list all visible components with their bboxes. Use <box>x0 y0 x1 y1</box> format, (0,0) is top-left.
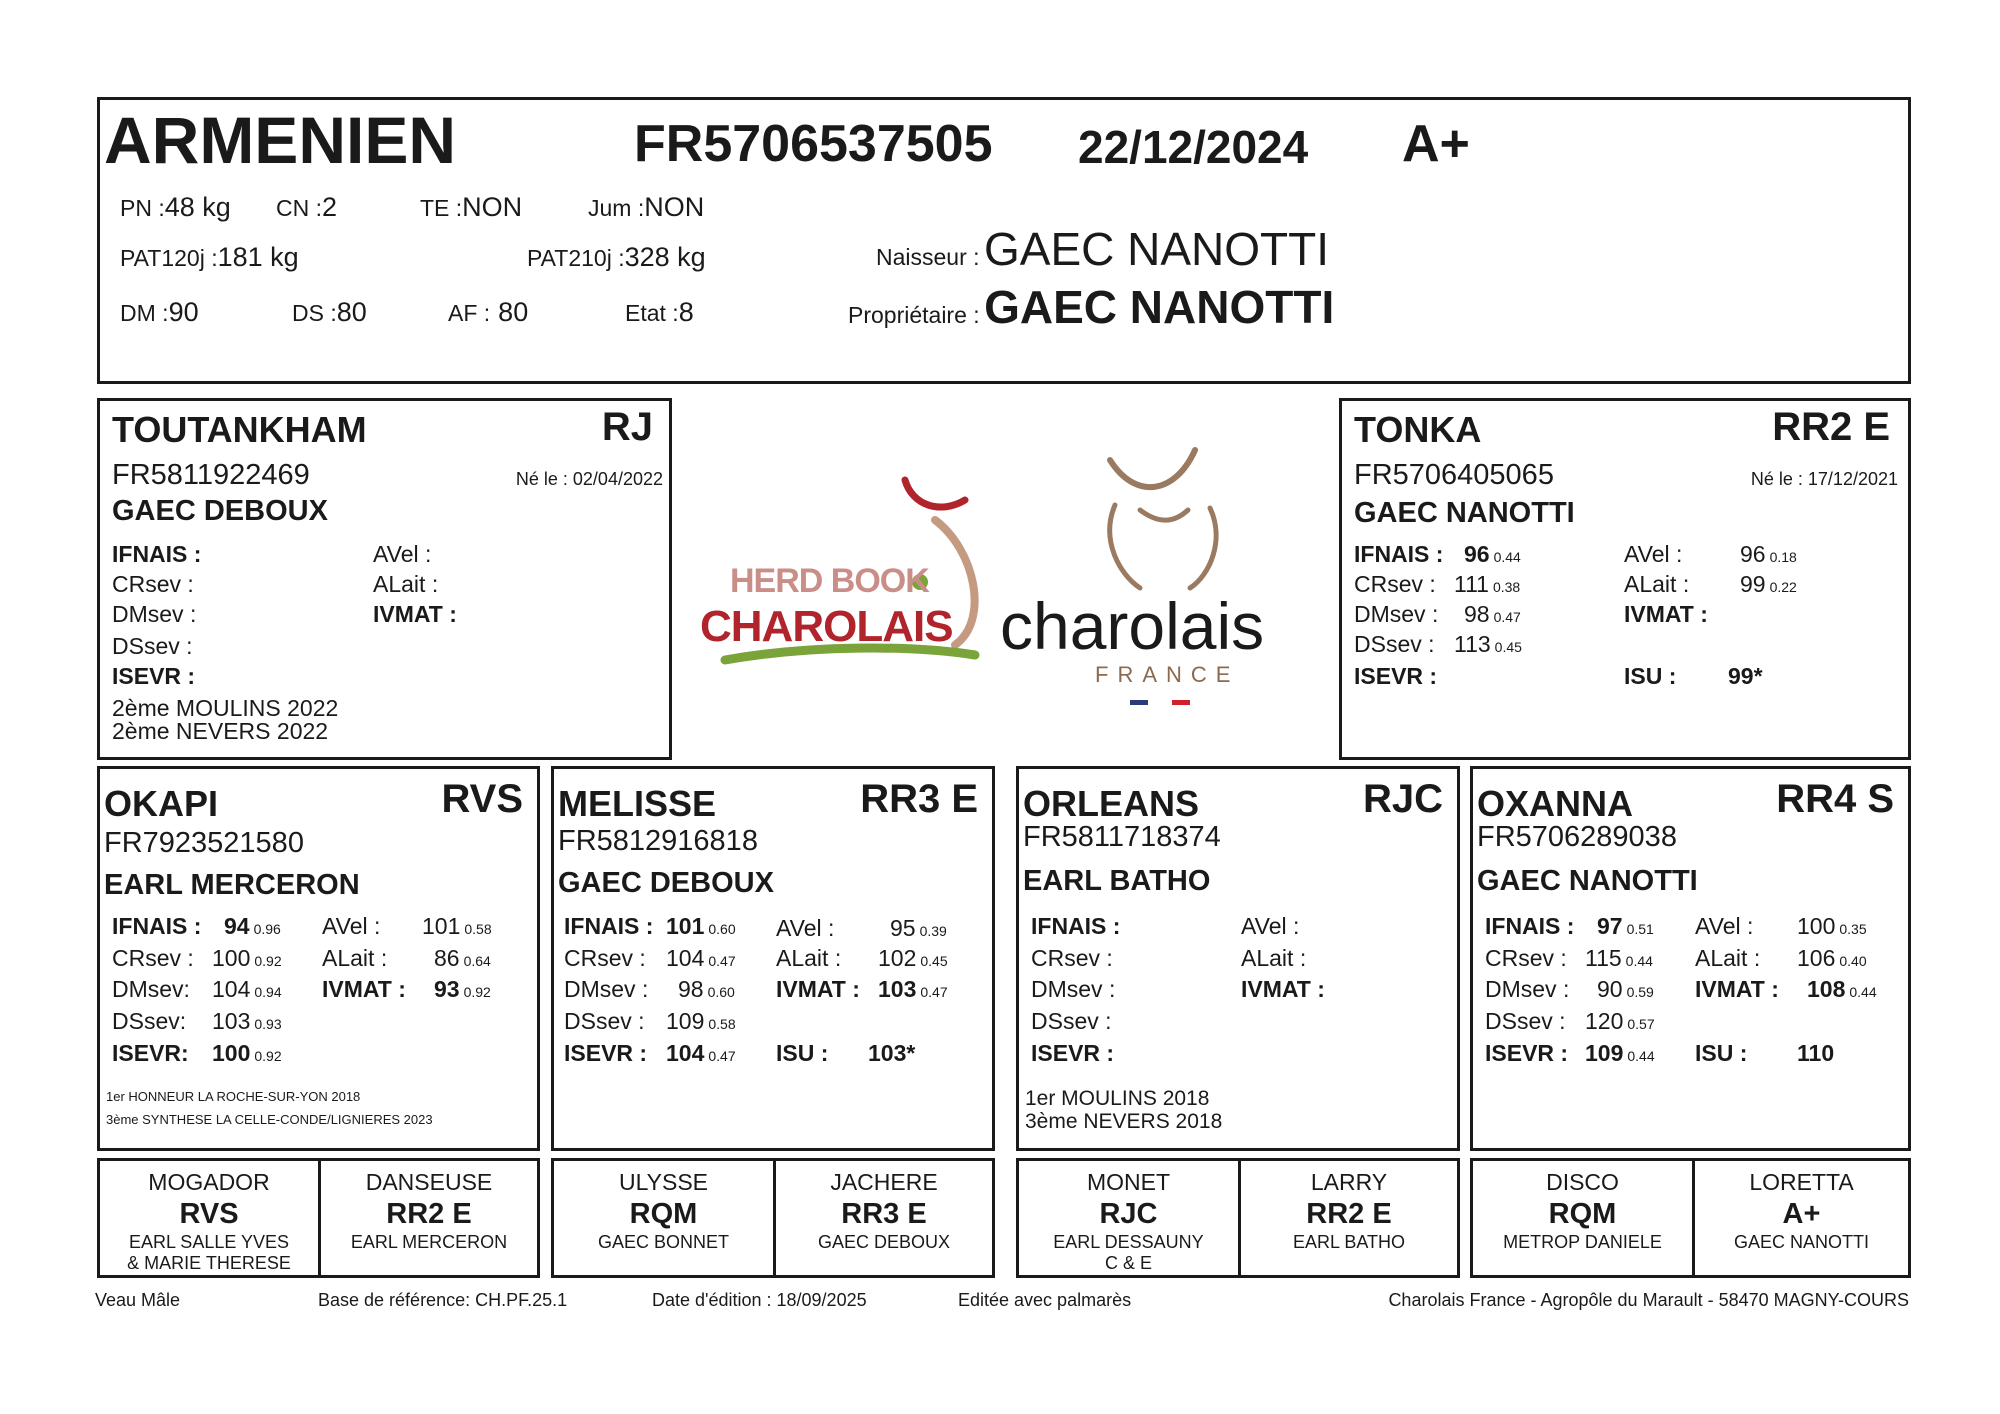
gp-box-melisse <box>551 766 995 1151</box>
animal-header-box <box>97 97 1911 384</box>
gp-isevr: 109 0.44 <box>1585 1040 1655 1066</box>
gp-ifnais: 94 0.96 <box>224 913 281 939</box>
cn-field: CN :2 <box>276 192 338 222</box>
ggp-owner-1: EARL DESSAUNY <box>1053 1232 1204 1252</box>
gp-name: MELISSE <box>558 783 717 824</box>
animal-id: FR5706537505 <box>634 115 993 173</box>
sire-alait-label: ALait : <box>373 571 439 597</box>
sire-dmsev-label: DMsev : <box>112 601 197 627</box>
sire-id: FR5811922469 <box>112 459 310 491</box>
animal-date: 22/12/2024 <box>1078 121 1309 173</box>
ggp-grade: RQM <box>1548 1198 1617 1230</box>
ggp-cell <box>554 1161 776 1275</box>
charolais-france-sub: FRANCE <box>1095 662 1240 687</box>
gp-avel: 100 0.35 <box>1797 913 1867 939</box>
sire-avel-label: AVel : <box>373 541 432 567</box>
gp-ifnais: 101 0.60 <box>666 913 736 939</box>
gp-ivmat-label: IVMAT : <box>322 976 406 1002</box>
gp-alait-label: ALait : <box>1695 945 1761 971</box>
ggp-owner-1: GAEC NANOTTI <box>1733 1232 1869 1252</box>
footer-palmares: Editée avec palmarès <box>958 1290 1132 1310</box>
gp-dssev: 109 0.58 <box>666 1008 736 1034</box>
gp-award-1: 1er HONNEUR LA ROCHE-SUR-YON 2018 <box>106 1089 361 1104</box>
pn-field: PN :48 kg <box>120 192 231 222</box>
ggp-owner-1: EARL BATHO <box>1292 1232 1406 1252</box>
gp-id: FR5811718374 <box>1023 821 1221 853</box>
gp-alait: 86 0.64 <box>434 945 491 971</box>
herdbook-logo <box>690 470 1000 680</box>
gp-alait: 102 0.45 <box>878 945 948 971</box>
footer-sex: Veau Mâle <box>95 1290 181 1310</box>
charolais-word: charolais <box>1000 589 1265 663</box>
ggp-group-1 <box>97 1158 540 1278</box>
sire-ivmat-label: IVMAT : <box>373 601 457 627</box>
sire-crsev-label: CRsev : <box>112 571 194 597</box>
dam-id: FR5706405065 <box>1354 459 1554 491</box>
dam-alait: 99 0.22 <box>1740 571 1797 597</box>
ggp-owner-1: GAEC DEBOUX <box>817 1232 951 1252</box>
gp-id: FR5706289038 <box>1477 821 1677 853</box>
gp-dssev-label: DSsev : <box>1485 1008 1566 1034</box>
gp-dmsev: 90 0.59 <box>1597 976 1654 1002</box>
sire-birth: Né le : 02/04/2022 <box>515 469 663 489</box>
gp-crsev-label: CRsev : <box>1031 945 1113 971</box>
gp-crsev-label: CRsev : <box>112 945 194 971</box>
ggp-grade: A+ <box>1782 1198 1821 1230</box>
gp-avel: 101 0.58 <box>422 913 492 939</box>
ggp-grade: RQM <box>629 1198 698 1230</box>
ggp-cell <box>1695 1161 1908 1275</box>
ggp-cell <box>1019 1161 1241 1275</box>
gp-dssev: 103 0.93 <box>212 1008 282 1034</box>
footer-base: Base de référence: CH.PF.25.1 <box>318 1290 568 1310</box>
ggp-group-3 <box>1016 1158 1460 1278</box>
sire-award-2: 2ème NEVERS 2022 <box>112 718 329 744</box>
gp-isevr: 104 0.47 <box>666 1040 736 1066</box>
gp-avel-label: AVel : <box>1695 913 1754 939</box>
animal-grade: A+ <box>1402 115 1470 173</box>
ggp-name: JACHERE <box>830 1169 938 1195</box>
gp-crsev: 104 0.47 <box>666 945 736 971</box>
gp-dssev: 120 0.57 <box>1585 1008 1655 1034</box>
ggp-owner-1: METROP DANIELE <box>1503 1232 1662 1252</box>
dam-crsev: 111 0.38 <box>1454 571 1521 597</box>
gp-ifnais: 97 0.51 <box>1597 913 1654 939</box>
gp-award-2: 3ème SYNTHESE LA CELLE-CONDE/LIGNIERES 2023 <box>106 1112 433 1127</box>
ggp-grade: RR2 E <box>386 1198 472 1230</box>
gp-alait-label: ALait : <box>776 945 842 971</box>
gp-dssev-label: DSsev: <box>112 1008 187 1034</box>
te-field: TE :NON <box>420 192 523 222</box>
gp-crsev: 100 0.92 <box>212 945 282 971</box>
ggp-owner-1: EARL SALLE YVES <box>128 1232 290 1252</box>
footer-edition: Date d'édition : 18/09/2025 <box>652 1290 867 1310</box>
gp-crsev: 115 0.44 <box>1585 945 1653 971</box>
ggp-name: DISCO <box>1546 1169 1619 1195</box>
gp-box-okapi <box>97 766 540 1151</box>
af-field: AF : 80 <box>448 297 529 327</box>
gp-id: FR7923521580 <box>104 827 304 859</box>
gp-dssev-label: DSsev : <box>1031 1008 1112 1034</box>
dam-dmsev-label: DMsev : <box>1354 601 1439 627</box>
ggp-name: LORETTA <box>1749 1169 1854 1195</box>
dam-alait-label: ALait : <box>1624 571 1690 597</box>
gp-dmsev-label: DMsev : <box>1485 976 1570 1002</box>
gp-isevr-label: ISEVR : <box>1031 1040 1115 1066</box>
gp-alait-label: ALait : <box>1241 945 1307 971</box>
gp-dmsev-label: DMsev: <box>112 976 190 1002</box>
dam-dssev-label: DSsev : <box>1354 631 1435 657</box>
etat-field: Etat :8 <box>625 297 694 327</box>
gp-ivmat: 93 0.92 <box>434 976 491 1002</box>
pat210-field: PAT210j :328 kg <box>527 242 706 272</box>
proprietaire-field: Propriétaire : GAEC NANOTTI <box>848 281 1335 333</box>
ggp-owner-1: GAEC BONNET <box>597 1232 730 1252</box>
ggp-owner-1: EARL MERCERON <box>350 1232 508 1252</box>
gp-isu: 110 <box>1797 1040 1835 1066</box>
gp-dmsev-label: DMsev : <box>564 976 649 1002</box>
dam-ivmat-label: IVMAT : <box>1624 601 1708 627</box>
dam-dmsev: 98 0.47 <box>1464 601 1521 627</box>
ggp-grade: RVS <box>179 1198 239 1230</box>
gp-grade: RR3 E <box>860 777 978 821</box>
jum-field: Jum :NON <box>588 192 705 222</box>
gp-ifnais-label: IFNAIS : <box>1031 913 1121 939</box>
ggp-name: ULYSSE <box>618 1169 709 1195</box>
dam-avel: 96 0.18 <box>1740 541 1797 567</box>
dam-birth: Né le : 17/12/2021 <box>1750 469 1898 489</box>
gp-avel-label: AVel : <box>776 915 835 941</box>
gp-dmsev: 104 0.94 <box>212 976 282 1002</box>
gp-ivmat-label: IVMAT : <box>1695 976 1779 1002</box>
gp-avel-label: AVel : <box>322 913 381 939</box>
dam-isu: 99* <box>1728 663 1763 689</box>
gp-ivmat: 108 0.44 <box>1807 976 1877 1002</box>
gp-owner: GAEC NANOTTI <box>1477 865 1698 897</box>
gp-grade: RR4 S <box>1776 777 1894 821</box>
charolais-france-logo <box>1000 430 1330 720</box>
ggp-cell <box>1473 1161 1695 1275</box>
sire-dssev-label: DSsev : <box>112 633 193 659</box>
gp-name: OKAPI <box>104 783 219 824</box>
gp-avel-label: AVel : <box>1241 913 1300 939</box>
dam-dssev: 113 0.45 <box>1454 631 1522 657</box>
dam-name: TONKA <box>1354 409 1482 450</box>
ggp-name: LARRY <box>1310 1169 1388 1195</box>
gp-id: FR5812916818 <box>558 825 758 857</box>
dm-field: DM :90 <box>120 297 199 327</box>
gp-grade: RJC <box>1362 777 1443 821</box>
gp-box-orleans <box>1016 766 1460 1151</box>
ggp-owner-2: & MARIE THERESE <box>127 1253 291 1273</box>
gp-award-1: 1er MOULINS 2018 <box>1025 1087 1210 1110</box>
gp-avel: 95 0.39 <box>890 915 947 941</box>
dam-ifnais-label: IFNAIS : <box>1354 541 1444 567</box>
gp-crsev-label: CRsev : <box>564 945 646 971</box>
animal-name: ARMENIEN <box>104 103 457 177</box>
sire-box <box>97 398 672 760</box>
ggp-grade: RJC <box>1099 1198 1158 1230</box>
ggp-grade: RR3 E <box>841 1198 927 1230</box>
dam-box <box>1339 398 1911 760</box>
gp-grade: RVS <box>441 777 523 821</box>
dam-isu-label: ISU : <box>1624 663 1677 689</box>
gp-ivmat: 103 0.47 <box>878 976 948 1002</box>
gp-isevr-label: ISEVR: <box>112 1040 189 1066</box>
ggp-cell <box>100 1161 321 1275</box>
gp-ifnais-label: IFNAIS : <box>1485 913 1575 939</box>
gp-ivmat-label: IVMAT : <box>1241 976 1325 1002</box>
dam-isevr-label: ISEVR : <box>1354 663 1438 689</box>
ggp-grade: RR2 E <box>1306 1198 1392 1230</box>
gp-isevr-label: ISEVR : <box>564 1040 648 1066</box>
dam-ifnais: 96 0.44 <box>1464 541 1521 567</box>
dam-avel-label: AVel : <box>1624 541 1683 567</box>
ggp-owner-2: C & E <box>1104 1253 1152 1273</box>
ggp-group-4 <box>1470 1158 1911 1278</box>
gp-isu-label: ISU : <box>1695 1040 1748 1066</box>
sire-owner: GAEC DEBOUX <box>112 495 328 527</box>
ggp-cell <box>776 1161 992 1275</box>
gp-dmsev-label: DMsev : <box>1031 976 1116 1002</box>
gp-crsev-label: CRsev : <box>1485 945 1567 971</box>
dam-grade: RR2 E <box>1772 405 1890 449</box>
gp-isevr-label: ISEVR : <box>1485 1040 1569 1066</box>
ggp-cell <box>1241 1161 1457 1275</box>
pat120-field: PAT120j :181 kg <box>120 242 299 272</box>
ggp-cell <box>321 1161 537 1275</box>
gp-alait: 106 0.40 <box>1797 945 1867 971</box>
gp-dmsev: 98 0.60 <box>678 976 735 1002</box>
ggp-name: MONET <box>1086 1169 1171 1195</box>
sire-name: TOUTANKHAM <box>112 409 367 450</box>
gp-ifnais-label: IFNAIS : <box>564 913 654 939</box>
gp-award-2: 3ème NEVERS 2018 <box>1025 1110 1223 1133</box>
ggp-name: DANSEUSE <box>365 1169 493 1195</box>
ggp-name: MOGADOR <box>148 1169 270 1195</box>
herdbook-line1: HERD BOOK <box>730 562 929 600</box>
herdbook-line2: CHAROLAIS <box>700 602 953 651</box>
ggp-group-2 <box>551 1158 995 1278</box>
naisseur-field: Naisseur : GAEC NANOTTI <box>876 223 1330 275</box>
gp-dssev-label: DSsev : <box>564 1008 645 1034</box>
dam-crsev-label: CRsev : <box>1354 571 1436 597</box>
gp-isevr: 100 0.92 <box>212 1040 282 1066</box>
sire-isevr-label: ISEVR : <box>112 663 196 689</box>
gp-owner: EARL MERCERON <box>104 869 360 901</box>
sire-grade: RJ <box>601 405 653 449</box>
gp-box-oxanna <box>1470 766 1911 1151</box>
gp-ivmat-label: IVMAT : <box>776 976 860 1002</box>
ds-field: DS :80 <box>292 297 367 327</box>
gp-owner: GAEC DEBOUX <box>558 867 774 899</box>
gp-owner: EARL BATHO <box>1023 865 1211 897</box>
footer-address: Charolais France - Agropôle du Marault - 58470 MAGNY-COURS <box>1388 1290 1909 1310</box>
gp-name: OXANNA <box>1477 783 1634 824</box>
sire-award-1: 2ème MOULINS 2022 <box>112 695 339 721</box>
gp-name: ORLEANS <box>1023 783 1200 824</box>
gp-alait-label: ALait : <box>322 945 388 971</box>
sire-ifnais-label: IFNAIS : <box>112 541 202 567</box>
dam-owner: GAEC NANOTTI <box>1354 497 1575 529</box>
gp-ifnais-label: IFNAIS : <box>112 913 202 939</box>
gp-isu-label: ISU : <box>776 1040 829 1066</box>
gp-isu: 103* <box>868 1040 916 1066</box>
